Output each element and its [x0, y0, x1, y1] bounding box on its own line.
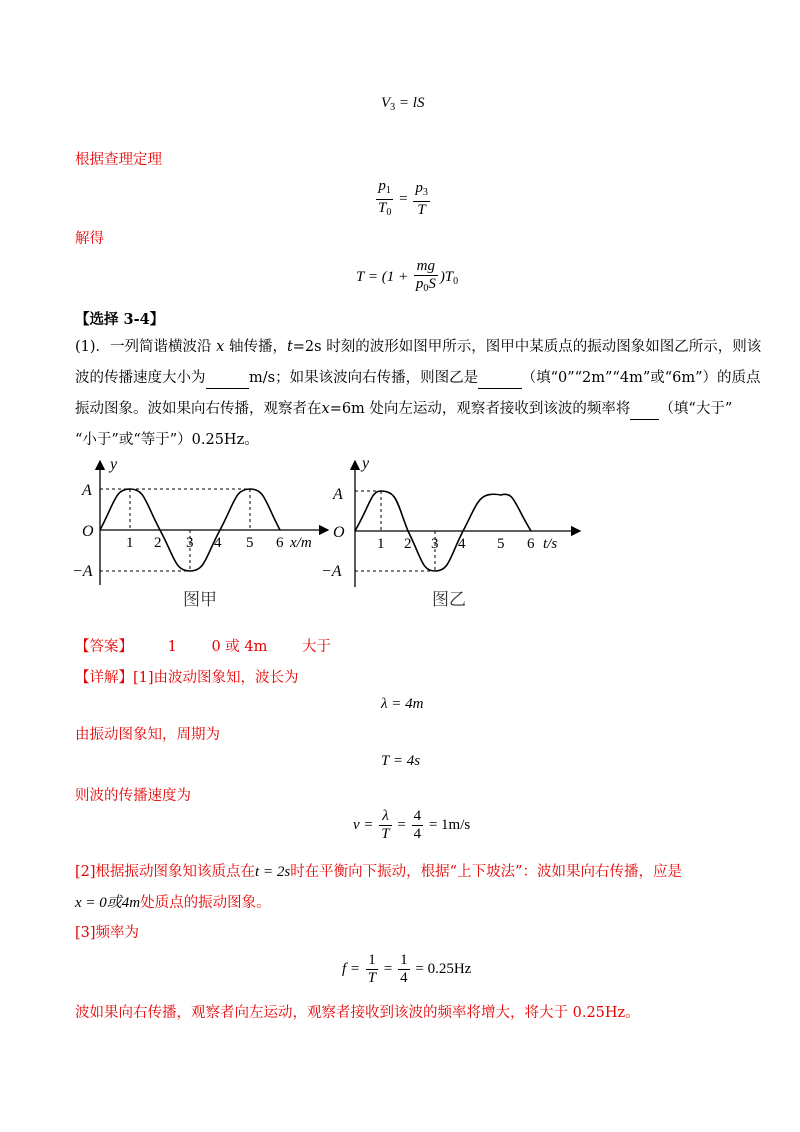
detail-line-1: 【详解】[1]由波动图象知，波长为	[75, 670, 299, 686]
answer-2: 0 或 4m	[211, 639, 268, 655]
detail-line-5: x = 0或4m处质点的振动图象。	[75, 895, 271, 911]
tick-4: 4	[458, 536, 466, 552]
tick-6: 6	[276, 535, 284, 551]
detail-line-3: 则波的传播速度为	[75, 788, 191, 804]
detail-line-6: [3]频率为	[75, 925, 140, 941]
question-line-4: “小于”或“等于”）0.25Hz。	[75, 432, 259, 448]
tick-1: 1	[126, 535, 134, 551]
tick-2: 2	[404, 536, 412, 552]
answer-1: 1	[167, 639, 177, 655]
neg-a-label: −A	[72, 563, 93, 580]
figure-caption: 图甲	[183, 590, 217, 609]
blank-position	[478, 368, 522, 389]
x-axis-label: x/m	[290, 535, 312, 551]
answer-3: 大于	[301, 639, 331, 655]
equation-velocity: v = $\frac{\lambda}{T}$ = $\frac{4}{4}$ = 1m/s	[353, 808, 471, 842]
equation-v3: $V_3$ = lS	[381, 95, 425, 113]
blank-speed	[206, 368, 250, 389]
equation-period: T = 4s	[381, 753, 421, 769]
question-line-3: 振动图象。波如果向右传播，观察者在x=6m 处向左运动，观察者接收到该波的频率将 （填“大于”	[75, 399, 732, 420]
solve-label: 解得	[75, 231, 104, 247]
figure-wave-graph	[60, 455, 330, 615]
tick-3: 3	[186, 535, 194, 551]
tick-1: 1	[377, 536, 385, 552]
figure-vibration-graph	[318, 455, 588, 615]
question-line-2: 波的传播速度大小为 m/s；如果该波向右传播，则图乙是 （填“0”“2m”“4m”或“6m”）的质点	[75, 368, 761, 389]
tick-3: 3	[431, 536, 439, 552]
tick-4: 4	[214, 535, 222, 551]
tick-5: 5	[246, 535, 254, 551]
origin-label: O	[82, 523, 94, 540]
a-label: A	[82, 482, 92, 499]
tick-6: 6	[527, 536, 535, 552]
section-title: 【选择 3-4】	[75, 311, 165, 328]
question-line-1: (1)．一列简谐横波沿 x 轴传播，t=2s 时刻的波形如图甲所示，图甲中某质点的振动图象如图乙所示，则该	[75, 339, 762, 355]
equation-lambda: λ = 4m	[381, 696, 424, 712]
a-label: A	[333, 486, 343, 503]
blank-frequency	[630, 399, 659, 420]
tick-5: 5	[497, 536, 505, 552]
detail-line-7: 波如果向右传播，观察者向左运动，观察者接收到该波的频率将增大，将大于 0.25Hz。	[75, 1005, 640, 1021]
charles-label: 根据查理定理	[75, 152, 162, 168]
answer-label: 【答案】	[75, 639, 133, 655]
detail-line-4: [2]根据振动图象知该质点在t = 2s时在平衡向下振动，根据“上下坡法”：波如果向右传播，应是	[75, 864, 683, 880]
equation-frequency: f = $\frac{1}{T}$ = $\frac{1}{4}$ = 0.25Hz	[342, 952, 472, 986]
y-label: y	[110, 456, 118, 473]
tick-2: 2	[154, 535, 162, 551]
equation-charles: $\frac{p_1}{T_0}$ = $\frac{p_3}{T}$	[378, 178, 428, 218]
t-axis-label: t/s	[543, 536, 558, 552]
equation-solution: T = (1 + $\frac{mg}{p_0S}$ )$T_0$	[356, 258, 459, 294]
neg-a-label: −A	[321, 563, 342, 580]
detail-line-2: 由振动图象知，周期为	[75, 727, 220, 743]
origin-label: O	[333, 524, 345, 541]
answer-row	[75, 637, 331, 657]
y-label: y	[362, 455, 370, 472]
figure-caption: 图乙	[432, 590, 466, 609]
